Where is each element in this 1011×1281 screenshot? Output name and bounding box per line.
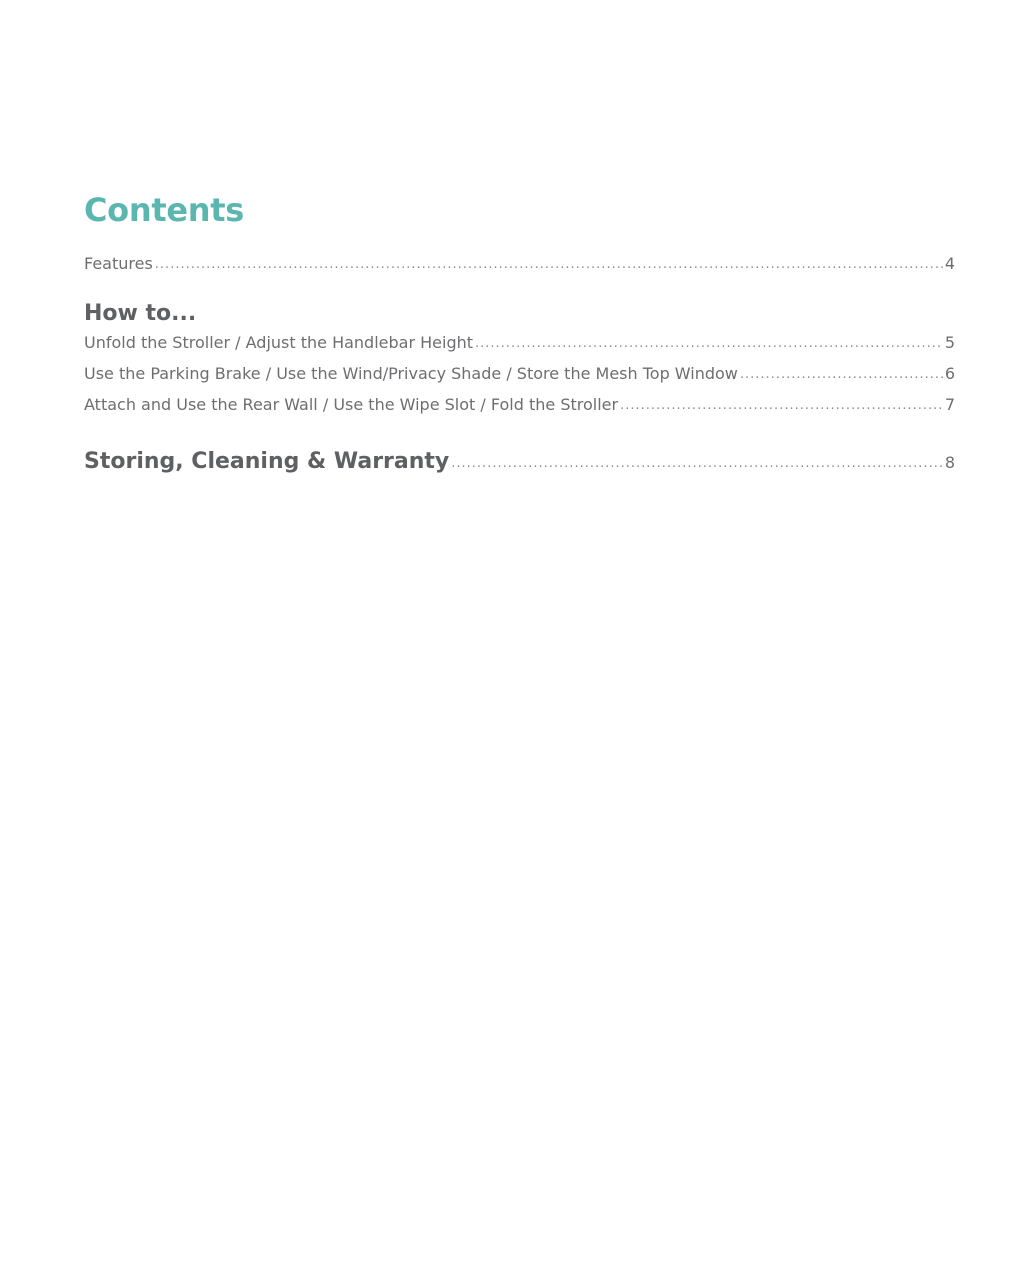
toc-page-number: 6 [944, 364, 955, 383]
page-title: Contents [84, 191, 244, 229]
toc-entry-label: Unfold the Stroller / Adjust the Handlebar Height [84, 333, 474, 352]
dot-leader [155, 248, 943, 279]
toc-entry-storing[interactable] [84, 447, 955, 480]
toc-page-number: 8 [944, 453, 955, 472]
toc-entry-label: Features [84, 254, 153, 273]
toc-page-number: 7 [944, 395, 955, 414]
toc-page-number: 4 [944, 254, 955, 273]
contents-page [84, 190, 955, 480]
toc-entry-rear-wall[interactable] [84, 390, 955, 421]
dot-leader [740, 358, 943, 389]
toc-entry-parking-brake[interactable] [84, 359, 955, 390]
dot-leader [620, 389, 943, 420]
toc-entry-features[interactable] [84, 249, 955, 280]
toc-entry-unfold[interactable] [84, 328, 955, 359]
toc-page-number: 5 [944, 333, 955, 352]
dot-leader [475, 327, 943, 358]
toc-entry-label: Attach and Use the Rear Wall / Use the Wipe Slot / Fold the Stroller [84, 395, 619, 414]
dot-leader [451, 446, 943, 479]
toc-entry-label: Use the Parking Brake / Use the Wind/Privacy Shade / Store the Mesh Top Window [84, 364, 738, 383]
section-heading-how-to: How to... [84, 301, 197, 326]
toc-entry-label: Storing, Cleaning & Warranty [84, 449, 450, 474]
